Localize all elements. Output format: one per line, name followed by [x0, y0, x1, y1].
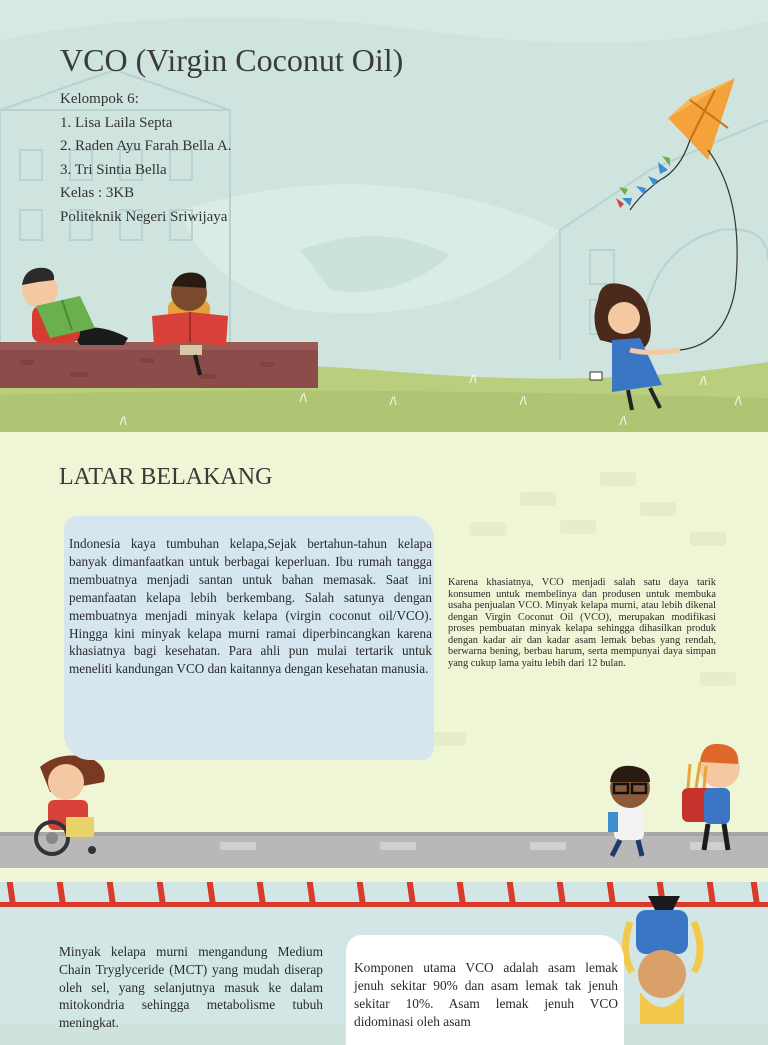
child-upside-down	[625, 896, 700, 1024]
paragraph-mct: Minyak kelapa murni mengandung Medium Chain Tryglyceride (MCT) yang mudah diserap oleh sel, yang selanjutnya masuk ke dalam mitokondria sehingga metabolisme tubuh meningkat.	[59, 944, 323, 1031]
slide-title	[0, 0, 768, 432]
paragraph-komponen: Komponen utama VCO adalah asam lemak jenuh sekitar 90% dan asam lemak tak jenuh sekitar 10%. Asam lemak jenuh VCO didominasi oleh asam	[354, 960, 618, 1029]
group-label: Kelompok 6:	[60, 91, 139, 107]
member-3: 3. Tri Sintia Bella	[60, 161, 167, 178]
class-label: Kelas : 3KB	[60, 185, 135, 201]
member-2: 2. Raden Ayu Farah Bella A.	[60, 138, 232, 154]
brick-wall	[0, 342, 318, 388]
slide-title-text: VCO (Virgin Coconut Oil)	[60, 42, 404, 78]
institution-label: Politeknik Negeri Sriwijaya	[60, 208, 228, 225]
paragraph-khasiat: Karena khasiatnya, VCO menjadi salah satu daya tarik konsumen untuk membelinya dan produsen untuk membuka usaha penjualan VCO. Minyak kelapa murni, atau lebih dikenal dengan Virgin Coconut Oil (VCO), merupakan modifikasi proses pembuatan minyak kelapa sehingga dihasilkan produk dengan kadar air dan kadar asam lemak bebas yang rendah, berwarna bening, berbau harum, serta mempunyai daya simpan yang cukup lama yaitu lebih dari 12 bulan.	[448, 577, 716, 669]
boy-reading-green-book	[22, 268, 128, 345]
member-1: 1. Lisa Laila Septa	[60, 114, 173, 131]
group-info	[60, 88, 232, 229]
paragraph-intro: Indonesia kaya tumbuhan kelapa,Sejak bertahun-tahun kelapa banyak dimanfaatkan untuk berbagai keperluan. Ibu rumah tangga membuatnya menjadi santan untuk bahan memasak. Saat ini pemanfaatan kelapa lebih berkembang. Salah satunya dengan membuatnya menjadi minyak kelapa (virgin coconut oil/VCO). Hingga kini minyak kelapa murni ramai diperbincangkan karena khasiatnya bagi kesehatan. Para ahli pun mulai tertarik untuk meneliti kandungan VCO dan kaitannya dengan kesehatan manusia.	[69, 536, 432, 677]
section-heading: LATAR BELAKANG	[59, 464, 273, 490]
